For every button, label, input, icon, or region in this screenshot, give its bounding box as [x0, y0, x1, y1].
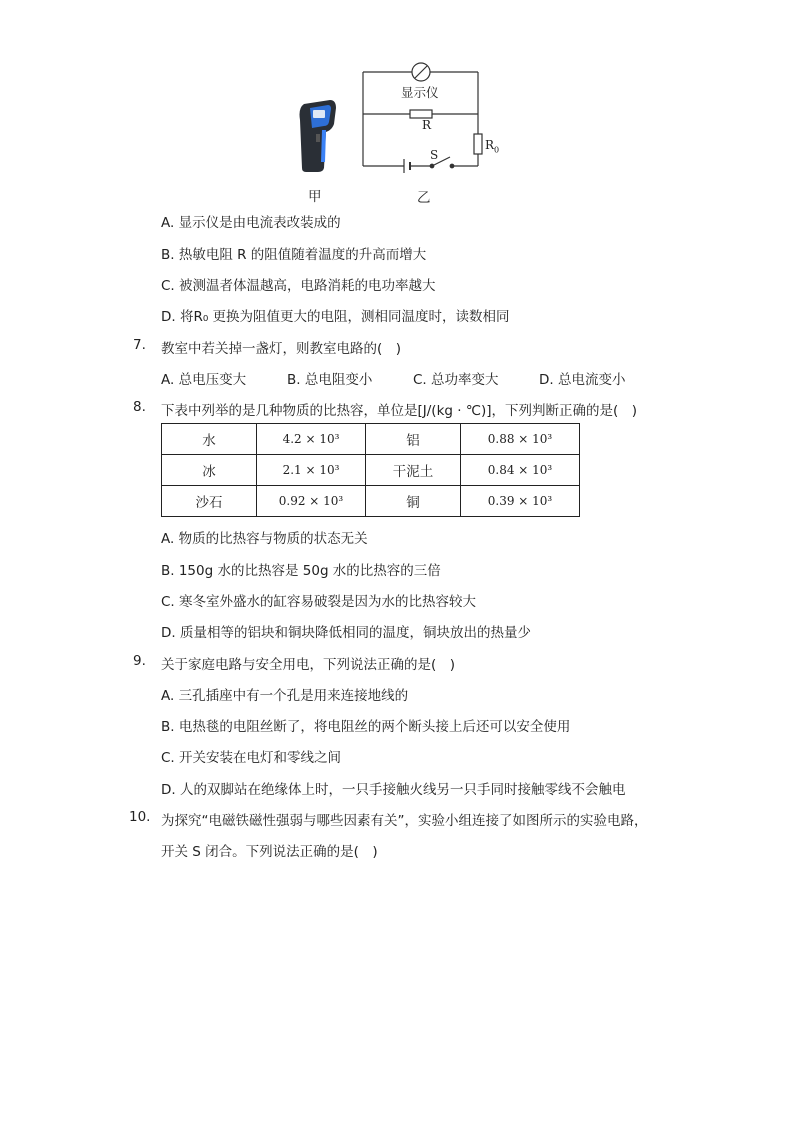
resistor-r-label: R [422, 118, 432, 132]
q9-stem: 关于家庭电路与安全用电，下列说法正确的是( ) [161, 657, 456, 673]
table-cell: 冰 [162, 455, 257, 486]
specific-heat-table [161, 423, 580, 517]
q8-option-d: D. 质量相等的铝块和铜块降低相同的温度，铜块放出的热量少 [161, 625, 531, 641]
q6-option-a: A. 显示仪是由电流表改装成的 [161, 215, 341, 231]
q8-option-a: A. 物质的比热容与物质的状态无关 [161, 531, 368, 547]
q7-option-d: D. 总电流变小 [539, 372, 626, 388]
table-cell: 水 [162, 424, 257, 455]
figure-caption-jia: 甲 [308, 189, 322, 205]
resistor-r0-label: $R_0$ [485, 138, 500, 155]
display-meter-label: 显示仪 [401, 85, 439, 100]
table-row [162, 486, 580, 517]
table-cell: 0.84 × 10³ [461, 455, 580, 486]
q9-number: 9. [133, 653, 146, 669]
q8-option-c: C. 寒冬室外盛水的缸容易破裂是因为水的比热容较大 [161, 594, 477, 610]
q8-number: 8. [133, 399, 146, 415]
q7-option-b: B. 总电阻变小 [287, 372, 373, 388]
figure-thermometer-circuit [280, 60, 510, 205]
table-row [162, 455, 580, 486]
q9-option-d: D. 人的双脚站在绝缘体上时，一只手接触火线另一只手同时接触零线不会触电 [161, 782, 626, 798]
table-cell: 0.92 × 10³ [257, 486, 366, 517]
q8-option-b: B. 150g 水的比热容是 50g 水的比热容的三倍 [161, 563, 441, 579]
table-cell: 沙石 [162, 486, 257, 517]
q10-stem-line2: 开关 S 闭合。下列说法正确的是( ) [161, 844, 378, 860]
q10-number: 10. [129, 809, 151, 825]
q9-option-b: B. 电热毯的电阻丝断了，将电阻丝的两个断头接上后还可以安全使用 [161, 719, 571, 735]
q9-option-a: A. 三孔插座中有一个孔是用来连接地线的 [161, 688, 409, 704]
q7-stem: 教室中若关掉一盏灯，则教室电路的( ) [161, 341, 402, 357]
q6-option-d: D. 将R₀ 更换为阻值更大的电阻，测相同温度时，读数相同 [161, 309, 510, 325]
thermometer-gun-image [300, 100, 337, 172]
q6-option-c: C. 被测温者体温越高，电路消耗的电功率越大 [161, 278, 436, 294]
table-cell: 0.88 × 10³ [461, 424, 580, 455]
table-cell: 0.39 × 10³ [461, 486, 580, 517]
table-cell: 铜 [366, 486, 461, 517]
switch-s-label: S [430, 148, 439, 162]
table-cell: 铝 [366, 424, 461, 455]
q6-option-b: B. 热敏电阻 R 的阻值随着温度的升高而增大 [161, 247, 427, 263]
q9-option-c: C. 开关安装在电灯和零线之间 [161, 750, 342, 766]
table-cell: 2.1 × 10³ [257, 455, 366, 486]
table-cell: 4.2 × 10³ [257, 424, 366, 455]
table-cell: 干泥土 [366, 455, 461, 486]
q8-stem: 下表中列举的是几种物质的比热容，单位是[J/(kg · ℃)]，下列判断正确的是( ) [161, 403, 638, 419]
q7-option-a: A. 总电压变大 [161, 372, 247, 388]
figure-caption-yi: 乙 [417, 190, 431, 206]
q7-option-c: C. 总功率变大 [413, 372, 499, 388]
q7-number: 7. [133, 337, 146, 353]
table-row [162, 424, 580, 455]
q10-stem-line1: 为探究“电磁铁磁性强弱与哪些因素有关”，实验小组连接了如图所示的实验电路， [161, 813, 648, 829]
